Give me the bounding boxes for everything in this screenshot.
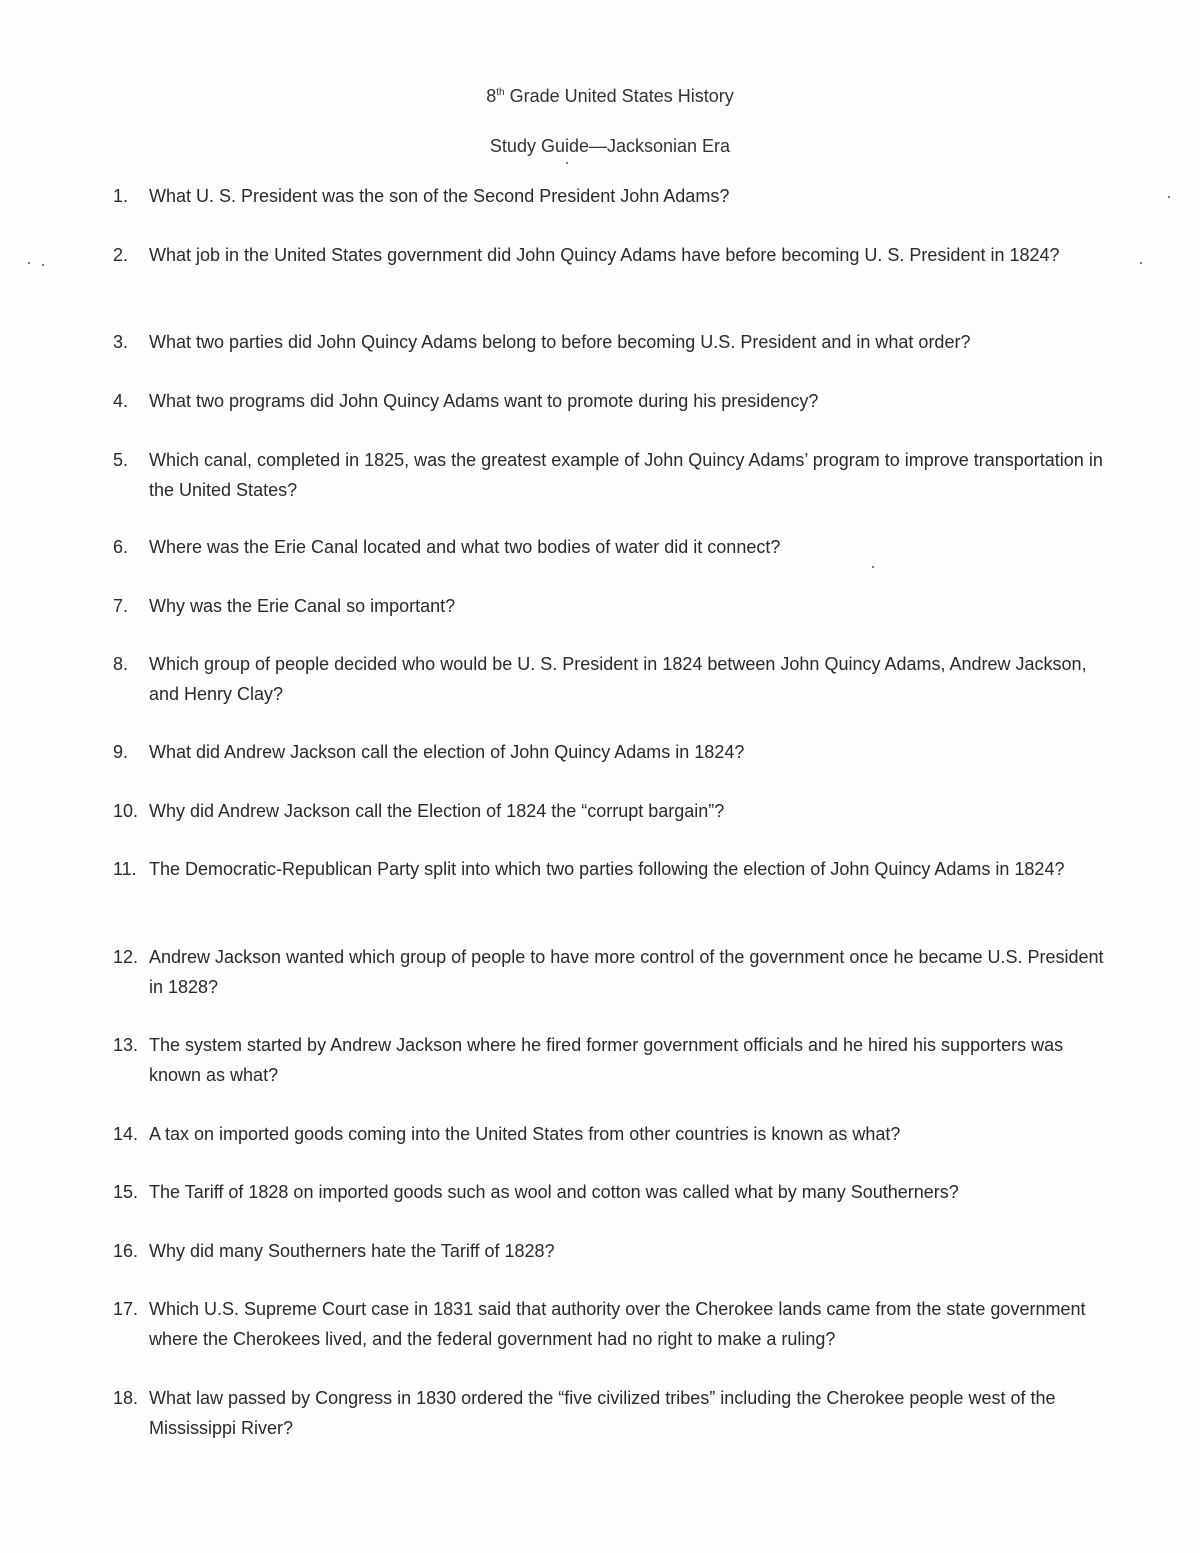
scan-speck [566, 162, 568, 164]
question-text: Andrew Jackson wanted which group of people to have more control of the government once he became U.S. President in 1828? [149, 947, 1104, 997]
question-number: 7. [113, 596, 129, 616]
question-number: 15. [113, 1182, 139, 1202]
question-text: Where was the Erie Canal located and what two bodies of water did it connect? [149, 537, 781, 557]
question-text: What job in the United States government did John Quincy Adams have before becoming U. S. President in 1824? [149, 245, 1060, 265]
question-text: Which U.S. Supreme Court case in 1831 said that authority over the Cherokee lands came from the state government where the Cherokees lived, and the federal government had no right to make a ruling? [149, 1299, 1086, 1349]
question-text: The Tariff of 1828 on imported goods such as wool and cotton was called what by many Southerners? [149, 1182, 959, 1202]
question-2 [113, 241, 1113, 271]
question-number: 16. [113, 1241, 139, 1261]
question-text: The system started by Andrew Jackson where he fired former government officials and he hired his supporters was known as what? [149, 1035, 1064, 1085]
question-number: 5. [113, 450, 129, 470]
question-number: 12. [113, 947, 139, 967]
question-10 [113, 797, 1113, 827]
question-number: 3. [113, 332, 129, 352]
question-12 [113, 943, 1113, 1002]
question-number: 4. [113, 391, 129, 411]
question-17 [113, 1295, 1113, 1354]
question-14 [113, 1120, 1113, 1150]
question-number: 8. [113, 654, 129, 674]
scan-speck [1140, 262, 1142, 264]
question-number: 14. [113, 1124, 139, 1144]
question-16 [113, 1237, 1113, 1267]
grade-number: 8 [486, 86, 497, 106]
question-text: A tax on imported goods coming into the United States from other countries is known as what? [149, 1124, 901, 1144]
question-11 [113, 855, 1113, 885]
question-text: Why did Andrew Jackson call the Election of 1824 the “corrupt bargain”? [149, 801, 725, 821]
question-number: 1. [113, 186, 129, 206]
question-18 [113, 1384, 1113, 1443]
scan-speck [42, 264, 44, 266]
scan-speck [28, 262, 30, 264]
question-number: 17. [113, 1299, 139, 1319]
question-text: Why was the Erie Canal so important? [149, 596, 456, 616]
question-text: Which canal, completed in 1825, was the greatest example of John Quincy Adams’ program to improve transportation in the United States? [149, 450, 1103, 500]
question-text: What law passed by Congress in 1830 ordered the “five civilized tribes” including the Cherokee people west of the Mississippi River? [149, 1388, 1056, 1438]
question-6 [113, 533, 1113, 563]
question-text: What two programs did John Quincy Adams want to promote during his presidency? [149, 391, 819, 411]
question-number: 2. [113, 245, 129, 265]
question-3 [113, 328, 1113, 358]
scan-speck [872, 566, 874, 568]
question-text: The Democratic-Republican Party split into which two parties following the election of John Quincy Adams in 1824? [149, 859, 1065, 879]
question-text: What two parties did John Quincy Adams belong to before becoming U.S. President and in what order? [149, 332, 971, 352]
question-15 [113, 1178, 1113, 1208]
question-1 [113, 182, 1113, 212]
question-13 [113, 1031, 1113, 1090]
question-number: 18. [113, 1388, 139, 1408]
question-text: Why did many Southerners hate the Tariff of 1828? [149, 1241, 555, 1261]
question-number: 9. [113, 742, 129, 762]
question-text: What U. S. President was the son of the Second President John Adams? [149, 186, 730, 206]
title-rest: Grade United States History [504, 86, 734, 106]
document-subtitle: Study Guide—Jacksonian Era [489, 136, 731, 156]
question-8 [113, 650, 1113, 709]
question-number: 10. [113, 801, 139, 821]
document-title [0, 86, 1200, 107]
question-4 [113, 387, 1113, 417]
question-number: 6. [113, 537, 129, 557]
scan-speck [1168, 196, 1170, 198]
question-text: Which group of people decided who would be U. S. President in 1824 between John Quincy Adams, Andrew Jackson, and Henry Clay? [149, 654, 1087, 704]
question-9 [113, 738, 1113, 768]
question-number: 11. [113, 859, 137, 879]
question-number: 13. [113, 1035, 139, 1055]
question-7 [113, 592, 1113, 622]
question-5 [113, 446, 1113, 505]
grade-suffix: th [496, 87, 505, 98]
question-text: What did Andrew Jackson call the election of John Quincy Adams in 1824? [149, 742, 745, 762]
